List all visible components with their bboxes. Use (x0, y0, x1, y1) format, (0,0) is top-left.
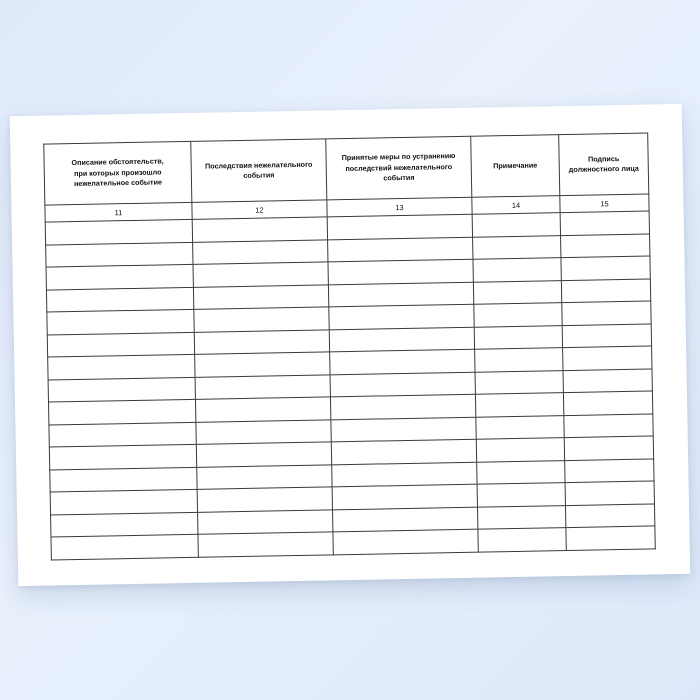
table-cell[interactable] (473, 235, 561, 259)
table-cell[interactable] (561, 278, 650, 302)
table-cell[interactable] (51, 534, 198, 559)
table-cell[interactable] (475, 370, 563, 394)
table-cell[interactable] (562, 301, 651, 325)
table-cell[interactable] (476, 415, 564, 439)
header-line: Подпись (587, 153, 620, 164)
table-cell[interactable] (330, 394, 475, 419)
table-cell[interactable] (47, 309, 194, 334)
table-cell[interactable] (331, 417, 476, 442)
table-cell[interactable] (564, 413, 653, 437)
table-cell[interactable] (195, 374, 330, 399)
table-cell[interactable] (198, 509, 333, 534)
table-cell[interactable] (194, 329, 329, 354)
header-line: должностного лица (568, 163, 639, 174)
table-cell[interactable] (330, 349, 475, 374)
header-line: Описание обстоятельств, (71, 156, 164, 168)
table-cell[interactable] (561, 256, 650, 280)
table-cell[interactable] (477, 505, 565, 529)
column-number-11: 11 (45, 202, 192, 222)
table-cell[interactable] (477, 483, 565, 507)
table-cell[interactable] (565, 481, 654, 505)
table-cell[interactable] (474, 303, 562, 327)
table-cell[interactable] (195, 397, 330, 422)
table-cell[interactable] (196, 442, 331, 467)
table-cell[interactable] (563, 368, 652, 392)
table-cell[interactable] (47, 332, 194, 357)
table-cell[interactable] (473, 280, 561, 304)
table-cell[interactable] (328, 259, 473, 284)
column-header-14 (471, 135, 560, 198)
header-line: события (243, 170, 275, 180)
table-cell[interactable] (475, 348, 563, 372)
table-header-row (44, 133, 649, 205)
paper-sheet (10, 104, 690, 586)
table-cell[interactable] (563, 346, 652, 370)
table-cell[interactable] (474, 325, 562, 349)
table-cell[interactable] (330, 372, 475, 397)
table-area (43, 133, 654, 558)
table-cell[interactable] (49, 422, 196, 447)
table-cell[interactable] (560, 211, 649, 235)
table-cell[interactable] (475, 393, 563, 417)
header-line: Принятые меры по устранению (341, 151, 456, 163)
table-body (45, 211, 655, 560)
table-cell[interactable] (333, 529, 478, 554)
table-cell[interactable] (564, 436, 653, 460)
table-cell[interactable] (478, 528, 566, 552)
table-cell[interactable] (48, 377, 195, 402)
column-number-15: 15 (560, 194, 649, 213)
header-line: Последствия нежелательного (204, 159, 313, 171)
table-cell[interactable] (46, 264, 193, 289)
table-cell[interactable] (565, 458, 654, 482)
table-cell[interactable] (48, 354, 195, 379)
header-line: при которых произошло (74, 167, 162, 178)
table-cell[interactable] (562, 323, 651, 347)
column-number-14: 14 (472, 196, 560, 215)
table-cell[interactable] (329, 327, 474, 352)
table-cell[interactable] (45, 219, 192, 244)
table-cell[interactable] (328, 237, 473, 262)
table-cell[interactable] (563, 391, 652, 415)
table-cell[interactable] (48, 399, 195, 424)
table-cell[interactable] (49, 444, 196, 469)
table-cell[interactable] (46, 242, 193, 267)
table-cell[interactable] (473, 258, 561, 282)
column-number-12: 12 (192, 200, 327, 219)
table-cell[interactable] (193, 262, 328, 287)
header-line: Примечание (493, 160, 538, 171)
table-cell[interactable] (195, 352, 330, 377)
table-cell[interactable] (198, 532, 333, 557)
column-number-13: 13 (327, 197, 472, 217)
table-cell[interactable] (329, 304, 474, 329)
table-cell[interactable] (331, 439, 476, 464)
column-header-15 (559, 133, 649, 196)
table-cell[interactable] (566, 526, 655, 550)
table-cell[interactable] (333, 507, 478, 532)
table-cell[interactable] (332, 462, 477, 487)
table-cell[interactable] (197, 487, 332, 512)
column-header-11 (44, 141, 192, 205)
table-cell[interactable] (196, 419, 331, 444)
table-cell[interactable] (193, 284, 328, 309)
table-cell[interactable] (565, 503, 654, 527)
header-line: нежелательное событие (73, 177, 163, 189)
table-cell[interactable] (192, 217, 327, 242)
table-cell[interactable] (561, 233, 650, 257)
table-cell[interactable] (476, 438, 564, 462)
header-line: последствий нежелательного (345, 161, 453, 173)
column-header-12 (191, 139, 327, 202)
table-cell[interactable] (332, 484, 477, 509)
table-cell[interactable] (50, 467, 197, 492)
table-cell[interactable] (197, 464, 332, 489)
table-cell[interactable] (477, 460, 565, 484)
table-cell[interactable] (194, 307, 329, 332)
column-header-13 (326, 136, 472, 200)
register-table (43, 133, 656, 561)
table-cell[interactable] (328, 282, 473, 307)
table-cell[interactable] (46, 287, 193, 312)
table-cell[interactable] (472, 213, 560, 237)
table-cell[interactable] (51, 512, 198, 537)
table-cell[interactable] (193, 239, 328, 264)
table-cell[interactable] (327, 214, 472, 239)
table-cell[interactable] (50, 489, 197, 514)
header-line: события (383, 173, 415, 183)
